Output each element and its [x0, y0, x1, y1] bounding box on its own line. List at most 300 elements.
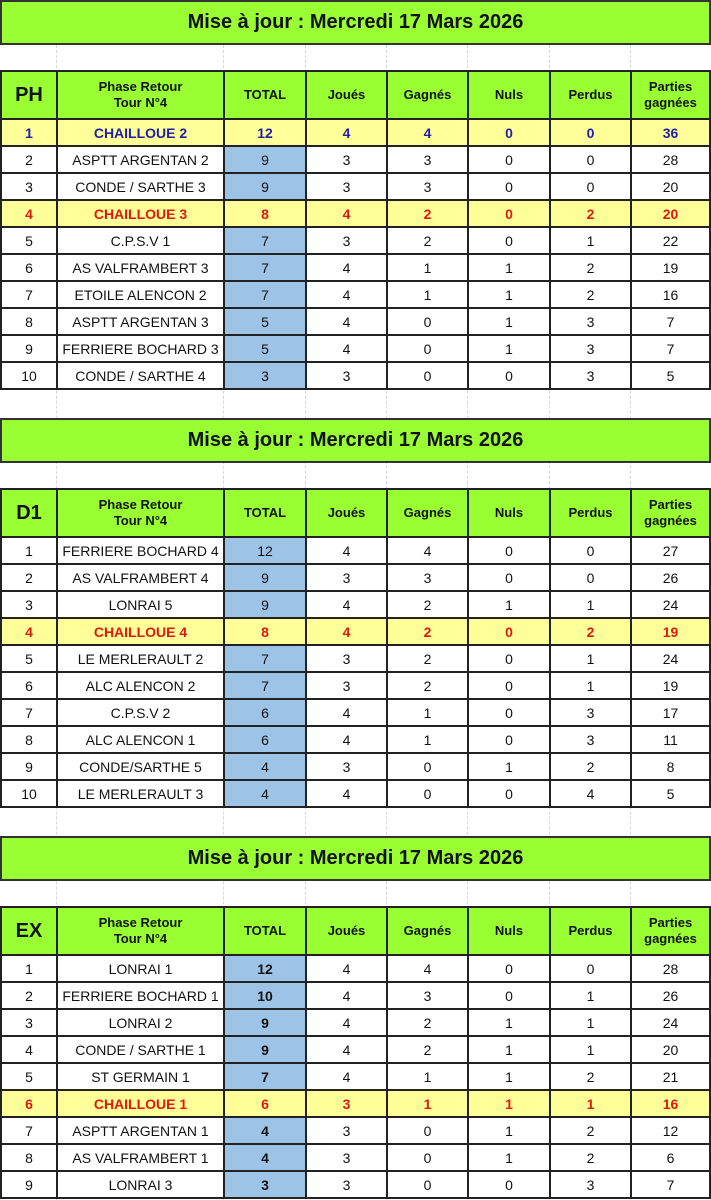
table-row — [1, 146, 710, 173]
table-row — [1, 173, 710, 200]
cell-perdus: 4 — [550, 780, 631, 807]
col-header-total — [224, 489, 306, 537]
gagnes-label: Gagnés — [403, 923, 452, 938]
standings-table-ex — [0, 906, 711, 1199]
cell-total: 4 — [224, 1117, 306, 1144]
col-header-phase — [57, 907, 224, 955]
cell-total: 9 — [224, 591, 306, 618]
cell-gagnes: 1 — [387, 726, 468, 753]
cell-gagnes: 1 — [387, 1090, 468, 1117]
cell-team: LE MERLERAULT 3 — [57, 780, 224, 807]
cell-nuls: 1 — [468, 753, 550, 780]
table-row — [1, 1144, 710, 1171]
table-row — [1, 726, 710, 753]
table-row — [1, 537, 710, 564]
cell-nuls: 0 — [468, 955, 550, 982]
cell-team: C.P.S.V 2 — [57, 699, 224, 726]
table-row — [1, 618, 710, 645]
table-row — [1, 1117, 710, 1144]
cell-joues: 4 — [306, 618, 387, 645]
cell-gagnes: 0 — [387, 308, 468, 335]
category-text: D1 — [16, 502, 42, 524]
cell-parties: 24 — [631, 645, 710, 672]
cell-total: 7 — [224, 1063, 306, 1090]
col-header-nuls — [468, 489, 550, 537]
cell-parties: 21 — [631, 1063, 710, 1090]
cell-gagnes: 1 — [387, 699, 468, 726]
cell-team: LONRAI 5 — [57, 591, 224, 618]
cell-rank: 2 — [1, 146, 57, 173]
table-row — [1, 362, 710, 389]
cell-gagnes: 4 — [387, 119, 468, 146]
cell-team: AS VALFRAMBERT 1 — [57, 1144, 224, 1171]
table-row — [1, 753, 710, 780]
col-header-perdus — [550, 71, 631, 119]
cell-gagnes: 0 — [387, 362, 468, 389]
parties-label: Parties — [648, 915, 693, 930]
category-label — [1, 907, 57, 955]
cell-parties: 5 — [631, 362, 710, 389]
cell-rank: 1 — [1, 119, 57, 146]
cell-team: FERRIERE BOCHARD 4 — [57, 537, 224, 564]
perdus-label: Perdus — [568, 505, 613, 520]
cell-perdus: 0 — [550, 564, 631, 591]
cell-nuls: 1 — [468, 308, 550, 335]
cell-total: 12 — [224, 119, 306, 146]
cell-parties: 26 — [631, 982, 710, 1009]
cell-total: 4 — [224, 780, 306, 807]
cell-total: 7 — [224, 227, 306, 254]
cell-rank: 5 — [1, 645, 57, 672]
cell-gagnes: 0 — [387, 1144, 468, 1171]
cell-rank: 3 — [1, 591, 57, 618]
cell-total: 8 — [224, 200, 306, 227]
cell-rank: 4 — [1, 200, 57, 227]
cell-rank: 10 — [1, 780, 57, 807]
col-header-perdus — [550, 489, 631, 537]
cell-nuls: 0 — [468, 227, 550, 254]
cell-rank: 10 — [1, 362, 57, 389]
table-row — [1, 699, 710, 726]
cell-rank: 2 — [1, 564, 57, 591]
cell-gagnes: 1 — [387, 1063, 468, 1090]
update-banner: Mise à jour : Mercredi 17 Mars 2026 — [0, 0, 711, 45]
cell-total: 6 — [224, 726, 306, 753]
cell-total: 9 — [224, 173, 306, 200]
cell-gagnes: 2 — [387, 1009, 468, 1036]
cell-nuls: 0 — [468, 173, 550, 200]
cell-nuls: 0 — [468, 564, 550, 591]
standings-table-ph — [0, 70, 711, 390]
cell-team: LONRAI 2 — [57, 1009, 224, 1036]
col-header-phase — [57, 71, 224, 119]
cell-total: 7 — [224, 672, 306, 699]
cell-gagnes: 2 — [387, 1036, 468, 1063]
cell-joues: 4 — [306, 335, 387, 362]
col-header-total — [224, 71, 306, 119]
cell-joues: 4 — [306, 1063, 387, 1090]
cell-rank: 1 — [1, 955, 57, 982]
cell-joues: 4 — [306, 308, 387, 335]
cell-total: 5 — [224, 308, 306, 335]
total-label: TOTAL — [243, 87, 287, 102]
cell-total: 7 — [224, 645, 306, 672]
cell-gagnes: 2 — [387, 645, 468, 672]
cell-rank: 6 — [1, 672, 57, 699]
cell-gagnes: 1 — [387, 281, 468, 308]
cell-perdus: 0 — [550, 537, 631, 564]
cell-joues: 3 — [306, 362, 387, 389]
cell-gagnes: 1 — [387, 254, 468, 281]
cell-total: 3 — [224, 362, 306, 389]
cell-nuls: 0 — [468, 699, 550, 726]
table-row — [1, 200, 710, 227]
cell-nuls: 0 — [468, 362, 550, 389]
cell-joues: 4 — [306, 726, 387, 753]
cell-perdus: 2 — [550, 1063, 631, 1090]
parties-label: Parties — [648, 79, 693, 94]
cell-rank: 7 — [1, 1117, 57, 1144]
col-header-gagnes — [387, 907, 468, 955]
cell-parties: 19 — [631, 618, 710, 645]
col-header-nuls — [468, 71, 550, 119]
cell-nuls: 1 — [468, 1063, 550, 1090]
cell-joues: 4 — [306, 281, 387, 308]
cell-rank: 9 — [1, 335, 57, 362]
cell-joues: 3 — [306, 1090, 387, 1117]
phase-label: Phase Retour — [98, 915, 183, 930]
cell-team: AS VALFRAMBERT 4 — [57, 564, 224, 591]
joues-label: Joués — [327, 505, 366, 520]
cell-total: 4 — [224, 753, 306, 780]
cell-gagnes: 2 — [387, 618, 468, 645]
cell-joues: 3 — [306, 564, 387, 591]
update-banner: Mise à jour : Mercredi 17 Mars 2026 — [0, 418, 711, 463]
cell-perdus: 1 — [550, 672, 631, 699]
cell-parties: 8 — [631, 753, 710, 780]
cell-team: CONDE/SARTHE 5 — [57, 753, 224, 780]
cell-parties: 16 — [631, 1090, 710, 1117]
cell-joues: 4 — [306, 780, 387, 807]
cell-nuls: 0 — [468, 780, 550, 807]
cell-total: 5 — [224, 335, 306, 362]
cell-gagnes: 2 — [387, 200, 468, 227]
cell-team: ST GERMAIN 1 — [57, 1063, 224, 1090]
cell-team: ASPTT ARGENTAN 3 — [57, 308, 224, 335]
cell-joues: 3 — [306, 1117, 387, 1144]
cell-perdus: 3 — [550, 308, 631, 335]
cell-team: C.P.S.V 1 — [57, 227, 224, 254]
cell-joues: 4 — [306, 200, 387, 227]
cell-team: FERRIERE BOCHARD 3 — [57, 335, 224, 362]
cell-gagnes: 4 — [387, 955, 468, 982]
cell-gagnes: 3 — [387, 173, 468, 200]
table-row — [1, 955, 710, 982]
cell-parties: 11 — [631, 726, 710, 753]
cell-rank: 6 — [1, 1090, 57, 1117]
cell-perdus: 3 — [550, 1171, 631, 1198]
cell-joues: 4 — [306, 1009, 387, 1036]
tour-label: Tour N°4 — [113, 513, 168, 528]
cell-parties: 5 — [631, 780, 710, 807]
cell-joues: 4 — [306, 119, 387, 146]
cell-gagnes: 2 — [387, 591, 468, 618]
cell-perdus: 1 — [550, 227, 631, 254]
cell-joues: 4 — [306, 982, 387, 1009]
cell-parties: 12 — [631, 1117, 710, 1144]
cell-joues: 4 — [306, 699, 387, 726]
header-row — [1, 489, 710, 537]
cell-rank: 8 — [1, 308, 57, 335]
cell-total: 4 — [224, 1144, 306, 1171]
cell-team: AS VALFRAMBERT 3 — [57, 254, 224, 281]
table-row — [1, 645, 710, 672]
cell-perdus: 1 — [550, 591, 631, 618]
cell-gagnes: 3 — [387, 564, 468, 591]
category-text: EX — [15, 920, 43, 942]
cell-parties: 20 — [631, 173, 710, 200]
phase-label: Phase Retour — [98, 79, 183, 94]
cell-nuls: 0 — [468, 645, 550, 672]
cell-parties: 27 — [631, 537, 710, 564]
cell-nuls: 0 — [468, 982, 550, 1009]
nuls-label: Nuls — [494, 923, 524, 938]
cell-total: 9 — [224, 1036, 306, 1063]
cell-team: CONDE / SARTHE 4 — [57, 362, 224, 389]
total-label: TOTAL — [243, 505, 287, 520]
joues-label: Joués — [327, 923, 366, 938]
cell-perdus: 1 — [550, 1036, 631, 1063]
total-label: TOTAL — [243, 923, 287, 938]
category-label — [1, 71, 57, 119]
cell-rank: 4 — [1, 1036, 57, 1063]
cell-parties: 7 — [631, 308, 710, 335]
perdus-label: Perdus — [568, 87, 613, 102]
cell-parties: 28 — [631, 146, 710, 173]
cell-gagnes: 0 — [387, 780, 468, 807]
cell-team: ASPTT ARGENTAN 1 — [57, 1117, 224, 1144]
table-row — [1, 254, 710, 281]
cell-parties: 16 — [631, 281, 710, 308]
cell-perdus: 3 — [550, 699, 631, 726]
cell-total: 12 — [224, 955, 306, 982]
cell-perdus: 0 — [550, 119, 631, 146]
cell-nuls: 1 — [468, 335, 550, 362]
cell-joues: 3 — [306, 146, 387, 173]
table-row — [1, 564, 710, 591]
cell-team: CHAILLOUE 1 — [57, 1090, 224, 1117]
cell-nuls: 1 — [468, 591, 550, 618]
cell-team: CONDE / SARTHE 3 — [57, 173, 224, 200]
cell-total: 6 — [224, 699, 306, 726]
category-label — [1, 489, 57, 537]
table-row — [1, 1171, 710, 1198]
cell-perdus: 2 — [550, 254, 631, 281]
cell-nuls: 0 — [468, 618, 550, 645]
table-row — [1, 982, 710, 1009]
cell-rank: 5 — [1, 1063, 57, 1090]
cell-team: CHAILLOUE 2 — [57, 119, 224, 146]
cell-parties: 20 — [631, 1036, 710, 1063]
cell-rank: 7 — [1, 699, 57, 726]
cell-rank: 8 — [1, 1144, 57, 1171]
cell-gagnes: 0 — [387, 753, 468, 780]
cell-rank: 1 — [1, 537, 57, 564]
cell-perdus: 2 — [550, 753, 631, 780]
cell-joues: 3 — [306, 645, 387, 672]
cell-nuls: 0 — [468, 537, 550, 564]
table-row — [1, 1009, 710, 1036]
cell-team: LE MERLERAULT 2 — [57, 645, 224, 672]
cell-team: CONDE / SARTHE 1 — [57, 1036, 224, 1063]
cell-team: ETOILE ALENCON 2 — [57, 281, 224, 308]
cell-rank: 9 — [1, 1171, 57, 1198]
cell-gagnes: 0 — [387, 335, 468, 362]
table-row — [1, 281, 710, 308]
cell-parties: 28 — [631, 955, 710, 982]
cell-gagnes: 2 — [387, 672, 468, 699]
col-header-nuls — [468, 907, 550, 955]
cell-joues: 3 — [306, 173, 387, 200]
category-text: PH — [15, 84, 43, 106]
cell-rank: 5 — [1, 227, 57, 254]
cell-total: 9 — [224, 564, 306, 591]
cell-total: 9 — [224, 146, 306, 173]
cell-perdus: 2 — [550, 1144, 631, 1171]
cell-joues: 4 — [306, 254, 387, 281]
cell-rank: 3 — [1, 173, 57, 200]
table-row — [1, 1036, 710, 1063]
nuls-label: Nuls — [494, 505, 524, 520]
cell-total: 12 — [224, 537, 306, 564]
cell-nuls: 1 — [468, 281, 550, 308]
cell-nuls: 0 — [468, 146, 550, 173]
cell-parties: 20 — [631, 200, 710, 227]
cell-parties: 19 — [631, 254, 710, 281]
cell-perdus: 2 — [550, 200, 631, 227]
cell-rank: 6 — [1, 254, 57, 281]
cell-team: ASPTT ARGENTAN 2 — [57, 146, 224, 173]
cell-parties: 19 — [631, 672, 710, 699]
cell-gagnes: 4 — [387, 537, 468, 564]
cell-nuls: 0 — [468, 672, 550, 699]
cell-rank: 4 — [1, 618, 57, 645]
nuls-label: Nuls — [494, 87, 524, 102]
cell-nuls: 1 — [468, 1090, 550, 1117]
cell-team: ALC ALENCON 2 — [57, 672, 224, 699]
cell-parties: 7 — [631, 335, 710, 362]
cell-perdus: 0 — [550, 173, 631, 200]
cell-nuls: 1 — [468, 1036, 550, 1063]
cell-joues: 3 — [306, 1171, 387, 1198]
cell-parties: 26 — [631, 564, 710, 591]
cell-perdus: 1 — [550, 645, 631, 672]
cell-gagnes: 3 — [387, 146, 468, 173]
cell-perdus: 0 — [550, 146, 631, 173]
cell-joues: 3 — [306, 227, 387, 254]
table-row — [1, 672, 710, 699]
col-header-parties — [631, 71, 710, 119]
cell-nuls: 0 — [468, 119, 550, 146]
col-header-joues — [306, 71, 387, 119]
cell-perdus: 2 — [550, 281, 631, 308]
cell-perdus: 2 — [550, 1117, 631, 1144]
cell-perdus: 3 — [550, 362, 631, 389]
cell-total: 9 — [224, 1009, 306, 1036]
cell-rank: 3 — [1, 1009, 57, 1036]
cell-team: LONRAI 1 — [57, 955, 224, 982]
cell-rank: 8 — [1, 726, 57, 753]
update-banner: Mise à jour : Mercredi 17 Mars 2026 — [0, 836, 711, 881]
cell-perdus: 0 — [550, 955, 631, 982]
phase-label: Phase Retour — [98, 497, 183, 512]
cell-parties: 22 — [631, 227, 710, 254]
cell-perdus: 1 — [550, 1009, 631, 1036]
col-header-joues — [306, 907, 387, 955]
cell-joues: 4 — [306, 1036, 387, 1063]
cell-parties: 7 — [631, 1171, 710, 1198]
table-row — [1, 1090, 710, 1117]
col-header-gagnes — [387, 71, 468, 119]
cell-total: 10 — [224, 982, 306, 1009]
cell-parties: 24 — [631, 1009, 710, 1036]
standings-table-d1 — [0, 488, 711, 808]
cell-joues: 3 — [306, 672, 387, 699]
header-row — [1, 71, 710, 119]
cell-team: CHAILLOUE 3 — [57, 200, 224, 227]
cell-gagnes: 3 — [387, 982, 468, 1009]
col-header-perdus — [550, 907, 631, 955]
cell-nuls: 0 — [468, 726, 550, 753]
cell-nuls: 0 — [468, 200, 550, 227]
cell-parties: 6 — [631, 1144, 710, 1171]
gagnees-label: gagnées — [644, 95, 697, 110]
joues-label: Joués — [327, 87, 366, 102]
cell-parties: 36 — [631, 119, 710, 146]
cell-rank: 7 — [1, 281, 57, 308]
tour-label: Tour N°4 — [113, 95, 168, 110]
cell-parties: 17 — [631, 699, 710, 726]
table-row — [1, 308, 710, 335]
cell-parties: 24 — [631, 591, 710, 618]
col-header-joues — [306, 489, 387, 537]
table-row — [1, 335, 710, 362]
cell-nuls: 1 — [468, 1009, 550, 1036]
col-header-parties — [631, 907, 710, 955]
cell-team: ALC ALENCON 1 — [57, 726, 224, 753]
cell-joues: 3 — [306, 1144, 387, 1171]
cell-total: 7 — [224, 254, 306, 281]
table-row — [1, 780, 710, 807]
col-header-gagnes — [387, 489, 468, 537]
cell-perdus: 3 — [550, 726, 631, 753]
gagnees-label: gagnées — [644, 513, 697, 528]
table-row — [1, 591, 710, 618]
cell-total: 3 — [224, 1171, 306, 1198]
header-row — [1, 907, 710, 955]
table-row — [1, 227, 710, 254]
cell-team: LONRAI 3 — [57, 1171, 224, 1198]
table-row — [1, 119, 710, 146]
cell-total: 7 — [224, 281, 306, 308]
cell-perdus: 2 — [550, 618, 631, 645]
cell-perdus: 1 — [550, 1090, 631, 1117]
cell-perdus: 3 — [550, 335, 631, 362]
cell-nuls: 1 — [468, 1144, 550, 1171]
parties-label: Parties — [648, 497, 693, 512]
cell-joues: 4 — [306, 591, 387, 618]
cell-gagnes: 0 — [387, 1117, 468, 1144]
